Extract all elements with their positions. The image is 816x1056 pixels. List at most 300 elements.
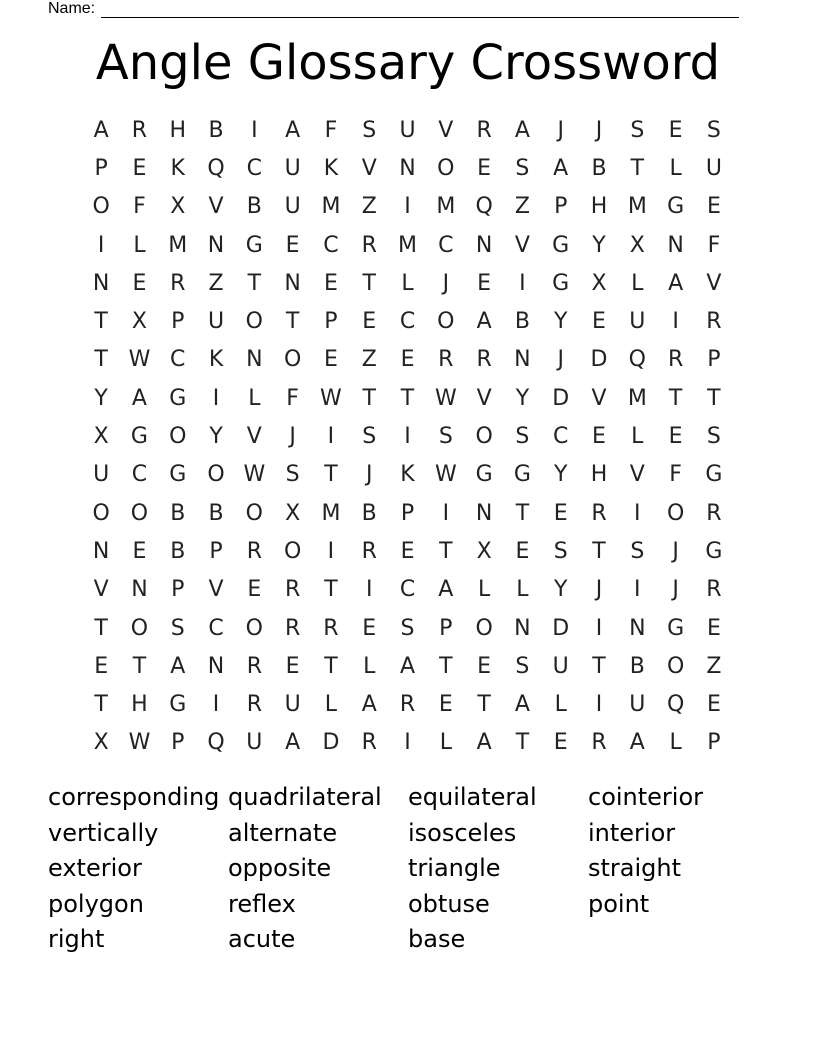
grid-cell: W bbox=[434, 462, 457, 488]
grid-cell: W bbox=[243, 462, 266, 488]
grid-cell: P bbox=[554, 194, 568, 220]
grid-cell: E bbox=[668, 424, 683, 450]
grid-cell: M bbox=[436, 194, 456, 220]
grid-cell: Y bbox=[553, 577, 568, 603]
grid-cell: T bbox=[324, 653, 338, 679]
grid-cell: B bbox=[361, 500, 377, 526]
grid-cell: R bbox=[361, 730, 377, 756]
word-item: polygon bbox=[48, 889, 144, 918]
grid-cell: E bbox=[362, 309, 377, 335]
grid-cell: B bbox=[208, 500, 224, 526]
grid-cell: V bbox=[93, 577, 109, 603]
grid-cell: R bbox=[361, 232, 377, 258]
word-item: point bbox=[588, 889, 650, 918]
grid-cell: T bbox=[247, 270, 262, 296]
grid-cell: E bbox=[400, 538, 415, 564]
grid-cell: R bbox=[667, 347, 684, 373]
grid-cell: I bbox=[672, 309, 679, 335]
grid-cell: V bbox=[438, 117, 454, 143]
grid-cell: J bbox=[595, 577, 603, 603]
grid-cell: Q bbox=[207, 730, 225, 756]
grid-cell: X bbox=[93, 730, 109, 756]
grid-cell: N bbox=[92, 270, 110, 296]
grid-cell: P bbox=[324, 309, 338, 335]
grid-cell: V bbox=[514, 232, 530, 258]
grid-cell: R bbox=[476, 347, 492, 373]
grid-cell: Q bbox=[628, 347, 646, 373]
grid-cell: N bbox=[92, 538, 110, 564]
grid-cell: U bbox=[629, 309, 646, 335]
grid-cell: E bbox=[400, 347, 415, 373]
grid-cell: T bbox=[592, 653, 606, 679]
grid-cell: U bbox=[552, 653, 569, 679]
grid-cell: P bbox=[171, 577, 185, 603]
grid-cell: V bbox=[629, 462, 645, 488]
grid-cell: I bbox=[442, 500, 450, 526]
name-field bbox=[48, 0, 739, 18]
grid-cell: S bbox=[630, 538, 645, 564]
word-list bbox=[48, 780, 768, 958]
grid-cell: Q bbox=[207, 155, 225, 181]
grid-cell: O bbox=[169, 424, 187, 450]
grid-cell: V bbox=[361, 155, 377, 181]
grid-cell: R bbox=[591, 730, 607, 756]
grid-cell: I bbox=[404, 194, 411, 220]
grid-cell: F bbox=[286, 385, 299, 411]
grid-cell: U bbox=[284, 194, 301, 220]
grid-cell: Y bbox=[94, 385, 108, 411]
grid-cell: H bbox=[169, 117, 187, 143]
grid-cell: O bbox=[437, 155, 455, 181]
grid-cell: S bbox=[630, 117, 645, 143]
word-item: cointerior bbox=[588, 783, 704, 811]
grid-cell: N bbox=[629, 615, 646, 641]
grid-cell: I bbox=[404, 730, 411, 756]
grid-cell: E bbox=[285, 232, 300, 258]
grid-cell: Z bbox=[361, 194, 377, 220]
grid-cell: I bbox=[595, 692, 603, 718]
word-item: obtuse bbox=[408, 889, 490, 918]
grid-cell: L bbox=[631, 424, 644, 450]
grid-cell: S bbox=[400, 615, 415, 641]
grid-cell: G bbox=[245, 232, 263, 258]
grid-cell: T bbox=[592, 538, 606, 564]
grid-cell: I bbox=[519, 270, 526, 296]
grid-cell: L bbox=[363, 653, 376, 679]
grid-cell: G bbox=[169, 385, 187, 411]
grid-cell: N bbox=[207, 653, 225, 679]
grid-cell: D bbox=[322, 730, 340, 756]
grid-cell: M bbox=[321, 194, 341, 220]
grid-cell: G bbox=[475, 462, 493, 488]
grid-cell: G bbox=[705, 538, 723, 564]
grid-cell: O bbox=[666, 500, 685, 526]
grid-cell: U bbox=[93, 462, 110, 488]
grid-cell: T bbox=[362, 270, 376, 296]
page-title: Angle Glossary Crossword bbox=[95, 35, 721, 91]
grid-cell: O bbox=[92, 500, 110, 526]
grid-cell: A bbox=[553, 155, 569, 181]
grid-cell: M bbox=[627, 385, 647, 411]
grid-cell: J bbox=[672, 538, 679, 564]
grid-cell: V bbox=[208, 194, 224, 220]
grid-cell: T bbox=[439, 653, 453, 679]
grid-cell: G bbox=[667, 615, 685, 641]
grid-cell: I bbox=[595, 615, 603, 641]
grid-cell: G bbox=[705, 462, 723, 488]
grid-cell: R bbox=[706, 500, 722, 526]
grid-cell: A bbox=[285, 730, 301, 756]
grid-cell: R bbox=[284, 577, 301, 603]
grid-cell: L bbox=[631, 270, 644, 296]
grid-cell: I bbox=[212, 692, 220, 718]
grid-cell: N bbox=[667, 232, 684, 258]
grid-cell: R bbox=[438, 347, 454, 373]
grid-cell: A bbox=[476, 309, 492, 335]
grid-cell: Y bbox=[553, 462, 568, 488]
grid-cell: J bbox=[557, 117, 564, 143]
name-label: Name: bbox=[48, 0, 96, 17]
grid-cell: N bbox=[475, 232, 493, 258]
grid-cell: A bbox=[399, 653, 416, 679]
grid-cell: I bbox=[97, 232, 105, 258]
grid-cell: B bbox=[208, 117, 224, 143]
grid-cell: S bbox=[515, 424, 530, 450]
grid-cell: P bbox=[171, 309, 185, 335]
grid-cell: E bbox=[477, 270, 492, 296]
grid-cell: O bbox=[207, 462, 225, 488]
grid-cell: E bbox=[94, 653, 109, 679]
grid-cell: B bbox=[170, 538, 186, 564]
grid-cell: F bbox=[133, 194, 146, 220]
grid-cell: T bbox=[439, 538, 453, 564]
grid-cell: O bbox=[475, 424, 493, 450]
grid-cell: L bbox=[669, 730, 682, 756]
word-item bbox=[588, 922, 768, 958]
grid-cell: O bbox=[130, 615, 149, 641]
grid-cell: G bbox=[552, 270, 570, 296]
grid-cell: R bbox=[284, 615, 301, 641]
grid-cell: Z bbox=[361, 347, 377, 373]
grid-cell: S bbox=[170, 615, 185, 641]
grid-cell: T bbox=[94, 692, 108, 718]
grid-cell: B bbox=[629, 653, 645, 679]
grid-cell: E bbox=[438, 692, 453, 718]
grid-cell: K bbox=[323, 155, 339, 181]
grid-cell: T bbox=[362, 385, 376, 411]
grid-cell: C bbox=[399, 577, 416, 603]
grid-cell: T bbox=[668, 385, 683, 411]
grid-cell: E bbox=[515, 538, 530, 564]
grid-cell: M bbox=[321, 500, 341, 526]
grid-cell: R bbox=[476, 117, 492, 143]
grid-cell: F bbox=[707, 232, 721, 258]
grid-cell: P bbox=[707, 347, 721, 373]
grid-cell: T bbox=[400, 385, 415, 411]
grid-cell: N bbox=[514, 615, 531, 641]
grid-cell: N bbox=[131, 577, 148, 603]
grid-cell: T bbox=[324, 462, 338, 488]
grid-cell: N bbox=[399, 155, 416, 181]
grid-cell: V bbox=[208, 577, 224, 603]
grid-cell: X bbox=[131, 309, 147, 335]
grid-cell: M bbox=[398, 232, 418, 258]
grid-cell: G bbox=[667, 194, 685, 220]
grid-cell: A bbox=[514, 117, 530, 143]
grid-cell: E bbox=[323, 270, 338, 296]
grid-cell: X bbox=[476, 538, 492, 564]
grid-cell: S bbox=[553, 538, 568, 564]
grid-cell: U bbox=[284, 692, 301, 718]
word-item: base bbox=[408, 925, 466, 954]
grid-cell: B bbox=[246, 194, 262, 220]
grid-cell: R bbox=[323, 615, 339, 641]
grid-cell: Y bbox=[209, 424, 223, 450]
grid-cell: T bbox=[477, 692, 491, 718]
grid-cell: U bbox=[246, 730, 263, 756]
grid-cell: K bbox=[170, 155, 185, 181]
grid-cell: S bbox=[706, 424, 721, 450]
grid-cell: N bbox=[514, 347, 531, 373]
grid-cell: A bbox=[514, 692, 530, 718]
grid-cell: P bbox=[400, 500, 415, 526]
word-item: straight bbox=[588, 854, 682, 883]
grid-cell: R bbox=[361, 538, 377, 564]
grid-cell: E bbox=[285, 653, 300, 679]
grid-cell: S bbox=[515, 155, 530, 181]
grid-cell: G bbox=[169, 462, 187, 488]
grid-cell: E bbox=[132, 155, 147, 181]
grid-cell: R bbox=[706, 577, 722, 603]
word-item: reflex bbox=[228, 889, 296, 918]
word-item: vertically bbox=[48, 818, 159, 847]
grid-cell: J bbox=[365, 462, 373, 488]
grid-cell: Y bbox=[515, 385, 530, 411]
grid-cell: E bbox=[706, 692, 721, 718]
word-item: triangle bbox=[408, 854, 501, 883]
grid-cell: V bbox=[476, 385, 492, 411]
grid-cell: U bbox=[207, 309, 225, 335]
grid-cell: E bbox=[553, 730, 568, 756]
word-item: acute bbox=[228, 925, 296, 954]
grid-cell: E bbox=[668, 117, 683, 143]
word-item: quadrilateral bbox=[228, 783, 382, 811]
grid-cell: K bbox=[400, 462, 415, 488]
grid-cell: C bbox=[131, 462, 148, 488]
grid-cell: I bbox=[251, 117, 258, 143]
grid-cell: Z bbox=[514, 194, 530, 220]
word-item: isosceles bbox=[408, 818, 517, 847]
grid-cell: L bbox=[477, 577, 491, 603]
grid-cell: D bbox=[552, 615, 570, 641]
grid-cell: I bbox=[634, 577, 641, 603]
grid-cell: W bbox=[128, 730, 151, 756]
grid-cell: E bbox=[477, 653, 492, 679]
grid-cell: B bbox=[514, 309, 530, 335]
word-item: alternate bbox=[228, 818, 338, 847]
grid-cell: Z bbox=[706, 653, 722, 679]
grid-cell: S bbox=[706, 117, 721, 143]
grid-cell: L bbox=[516, 577, 529, 603]
grid-cell: A bbox=[285, 117, 301, 143]
grid-cell: V bbox=[591, 385, 607, 411]
name-line bbox=[101, 3, 739, 18]
grid-cell: G bbox=[552, 232, 570, 258]
grid-cell: J bbox=[557, 347, 564, 373]
grid-cell: W bbox=[320, 385, 342, 411]
grid-cell: P bbox=[209, 538, 223, 564]
grid-cell: T bbox=[132, 653, 147, 679]
grid-cell: A bbox=[438, 577, 454, 603]
grid-cell: I bbox=[327, 538, 335, 564]
grid-cell: J bbox=[289, 424, 296, 450]
grid-cell: T bbox=[94, 347, 108, 373]
grid-cell: J bbox=[442, 270, 450, 296]
word-item: exterior bbox=[48, 854, 142, 883]
grid-cell: R bbox=[591, 500, 607, 526]
grid-cell: O bbox=[92, 194, 110, 220]
grid-cell: N bbox=[284, 270, 301, 296]
grid-cell: V bbox=[246, 424, 262, 450]
grid-cell: J bbox=[595, 117, 603, 143]
grid-cell: R bbox=[246, 653, 262, 679]
grid-cell: O bbox=[475, 615, 493, 641]
grid-cell: P bbox=[171, 730, 185, 756]
grid-cell: P bbox=[439, 615, 453, 641]
grid-cell: X bbox=[170, 194, 186, 220]
grid-cell: E bbox=[132, 270, 147, 296]
grid-cell: R bbox=[131, 117, 148, 143]
grid-cell: X bbox=[93, 424, 109, 450]
grid-cell: C bbox=[323, 232, 339, 258]
grid-cell: T bbox=[707, 385, 721, 411]
grid-cell: I bbox=[212, 385, 220, 411]
grid-cell: R bbox=[399, 692, 416, 718]
grid-cell: L bbox=[324, 692, 338, 718]
grid-cell: M bbox=[627, 194, 647, 220]
grid-cell: T bbox=[515, 500, 530, 526]
grid-cell: A bbox=[131, 385, 147, 411]
grid-cell: T bbox=[324, 577, 338, 603]
grid-cell: A bbox=[629, 730, 645, 756]
grid-cell: A bbox=[93, 117, 109, 143]
grid-cell: R bbox=[246, 692, 262, 718]
grid-cell: N bbox=[207, 232, 225, 258]
grid-cell: A bbox=[476, 730, 492, 756]
grid-cell: T bbox=[630, 155, 645, 181]
grid-cell: L bbox=[401, 270, 414, 296]
grid-cell: N bbox=[246, 347, 263, 373]
grid-cell: X bbox=[591, 270, 607, 296]
grid-cell: N bbox=[475, 500, 493, 526]
grid-cell: D bbox=[590, 347, 608, 373]
grid-cell: F bbox=[324, 117, 338, 143]
grid-cell: Y bbox=[592, 232, 606, 258]
grid-cell: H bbox=[590, 194, 608, 220]
word-item: equilateral bbox=[408, 783, 537, 811]
grid-cell: B bbox=[170, 500, 186, 526]
grid-cell: X bbox=[285, 500, 301, 526]
grid-cell: I bbox=[327, 424, 335, 450]
grid-cell: E bbox=[477, 155, 492, 181]
grid-cell: B bbox=[591, 155, 607, 181]
grid-cell: Q bbox=[475, 194, 493, 220]
grid-cell: L bbox=[248, 385, 261, 411]
grid-cell: G bbox=[169, 692, 187, 718]
grid-cell: O bbox=[283, 347, 302, 373]
grid-cell: I bbox=[634, 500, 641, 526]
grid-cell: O bbox=[666, 653, 685, 679]
grid-cell: T bbox=[285, 309, 300, 335]
grid-cell: V bbox=[706, 270, 722, 296]
grid-cell: O bbox=[245, 500, 263, 526]
grid-cell: D bbox=[552, 385, 570, 411]
grid-cell: S bbox=[362, 424, 377, 450]
grid-cell: U bbox=[399, 117, 416, 143]
grid-cell: E bbox=[553, 500, 568, 526]
grid-cell: O bbox=[130, 500, 149, 526]
grid-cell: G bbox=[130, 424, 148, 450]
grid-cell: L bbox=[133, 232, 146, 258]
grid-cell: A bbox=[170, 653, 186, 679]
word-item: opposite bbox=[228, 854, 332, 883]
grid-cell: A bbox=[668, 270, 684, 296]
grid-cell: T bbox=[515, 730, 530, 756]
grid-cell: L bbox=[669, 155, 682, 181]
letter-grid bbox=[82, 111, 733, 762]
grid-cell: T bbox=[94, 309, 108, 335]
grid-cell: X bbox=[629, 232, 645, 258]
grid-cell: R bbox=[170, 270, 186, 296]
grid-cell: S bbox=[285, 462, 300, 488]
grid-cell: L bbox=[554, 692, 567, 718]
grid-cell: E bbox=[592, 424, 606, 450]
grid-cell: J bbox=[672, 577, 679, 603]
grid-cell: R bbox=[246, 538, 262, 564]
grid-cell: W bbox=[434, 385, 457, 411]
grid-cell: P bbox=[94, 155, 108, 181]
grid-cell: O bbox=[245, 309, 263, 335]
grid-cell: E bbox=[706, 194, 721, 220]
grid-cell: U bbox=[629, 692, 646, 718]
grid-cell: W bbox=[128, 347, 151, 373]
grid-cell: C bbox=[170, 347, 186, 373]
grid-cell: E bbox=[323, 347, 338, 373]
grid-cell: O bbox=[283, 538, 302, 564]
grid-cell: Z bbox=[208, 270, 224, 296]
grid-cell: K bbox=[208, 347, 224, 373]
grid-cell: E bbox=[706, 615, 721, 641]
grid-cell: Q bbox=[666, 692, 685, 718]
grid-cell: E bbox=[247, 577, 262, 603]
grid-cell: U bbox=[705, 155, 722, 181]
word-item: interior bbox=[588, 818, 676, 847]
grid-cell: S bbox=[438, 424, 453, 450]
grid-cell: U bbox=[284, 155, 301, 181]
grid-cell: C bbox=[399, 309, 416, 335]
grid-cell: C bbox=[246, 155, 263, 181]
grid-cell: L bbox=[439, 730, 452, 756]
grid-cell: O bbox=[437, 309, 455, 335]
grid-cell: S bbox=[515, 653, 530, 679]
grid-cell: I bbox=[404, 424, 411, 450]
grid-cell: S bbox=[362, 117, 377, 143]
grid-cell: I bbox=[365, 577, 373, 603]
grid-cell: E bbox=[362, 615, 377, 641]
grid-cell: C bbox=[208, 615, 224, 641]
grid-cell: M bbox=[168, 232, 188, 258]
grid-cell: T bbox=[94, 615, 108, 641]
